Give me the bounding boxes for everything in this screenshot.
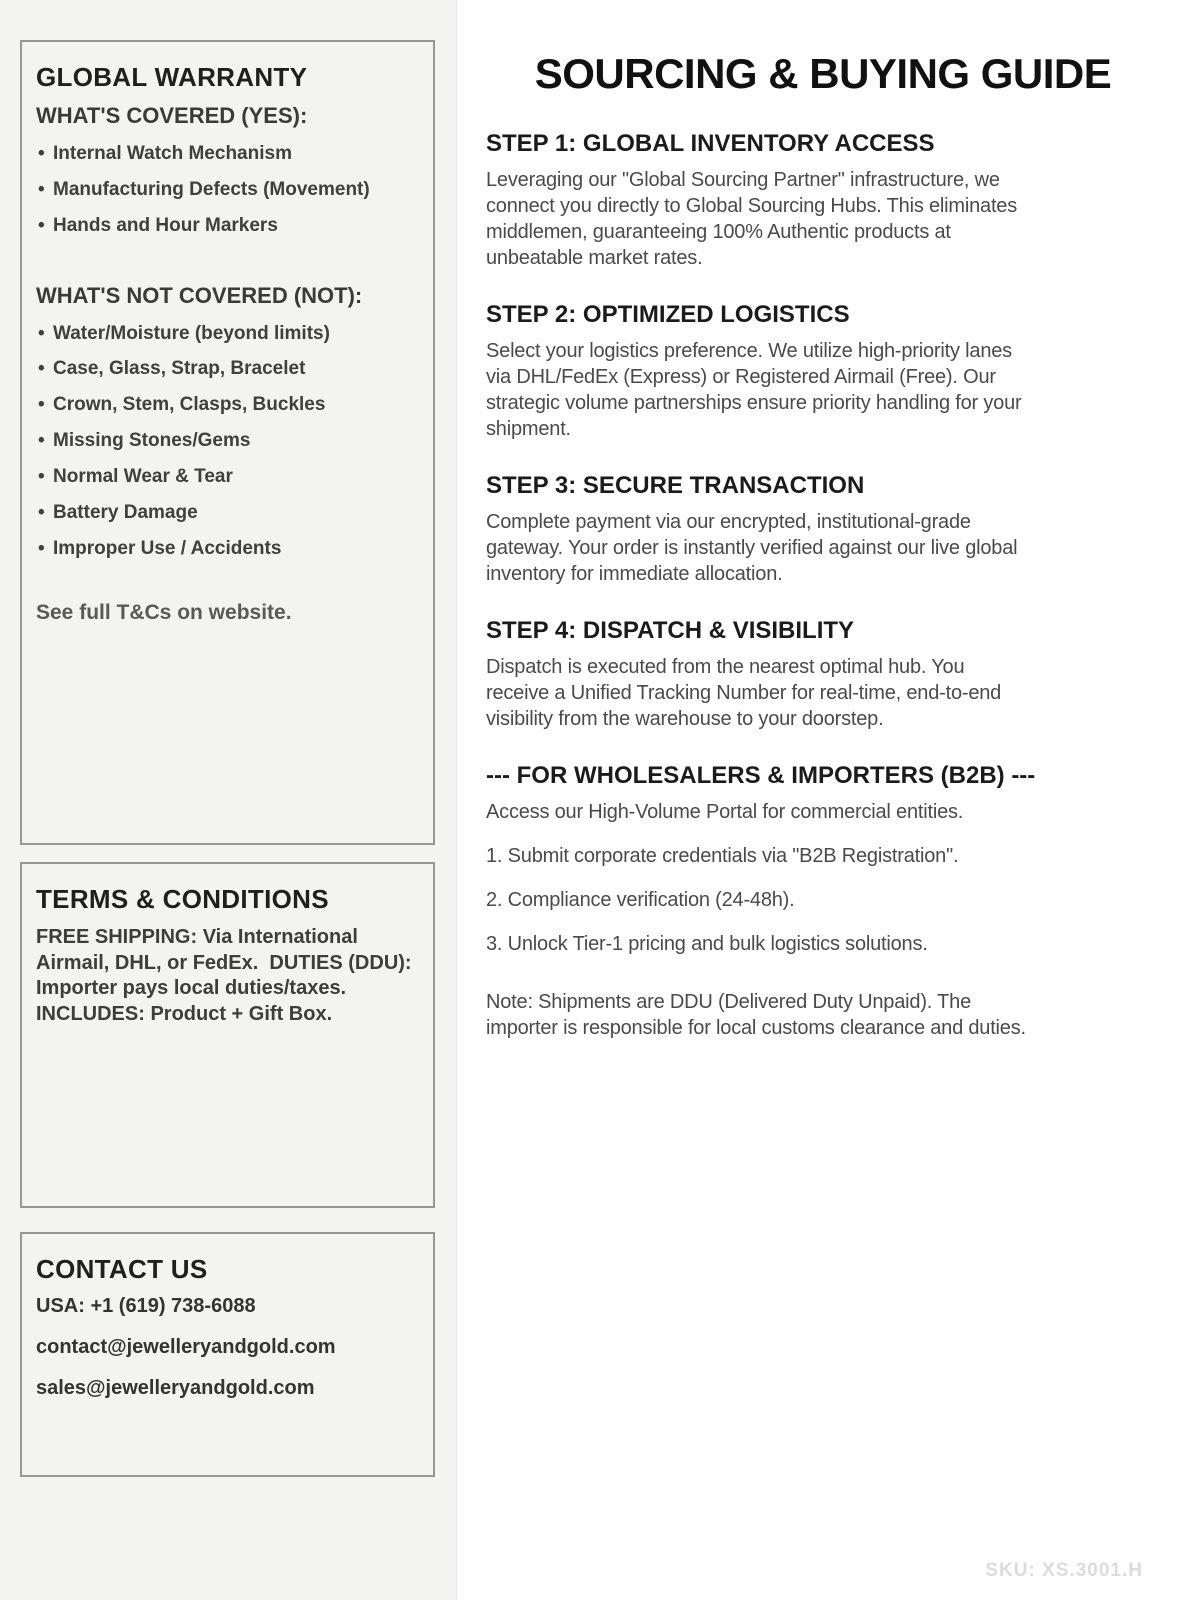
list-item: • Battery Damage — [36, 502, 417, 524]
step-3-body: Complete payment via our encrypted, institutional-grade gateway. Your order is instantly verified against our live global inventory for immediate allocation. — [486, 511, 1018, 585]
info-sidebar — [0, 0, 457, 1600]
terms-conditions-panel — [20, 862, 435, 1208]
global-warranty-panel — [20, 40, 435, 845]
step-2-section — [486, 301, 1160, 442]
list-item: • Case, Glass, Strap, Bracelet — [36, 358, 417, 380]
list-item: • Manufacturing Defects (Movement) — [36, 179, 417, 201]
step-1-heading: STEP 1: GLOBAL INVENTORY ACCESS — [486, 130, 935, 157]
sku-label: SKU: XS.3001.H — [985, 1560, 1143, 1581]
step-4-section — [486, 617, 1160, 732]
step-2-heading: STEP 2: OPTIMIZED LOGISTICS — [486, 301, 850, 328]
page-title: SOURCING & BUYING GUIDE — [534, 50, 1112, 97]
list-item: • Water/Moisture (beyond limits) — [36, 323, 417, 345]
step-2-body: Select your logistics preference. We utilize high-priority lanes via DHL/FedEx (Express) or Registered Airmail (Free). Our strategic volume partnerships ensure priority handling for your shipment. — [486, 340, 1022, 440]
warranty-footnote: See full T&Cs on website. — [36, 601, 292, 625]
b2b-note: Note: Shipments are DDU (Delivered Duty Unpaid). The importer is responsible for local customs clearance and duties. — [486, 991, 1026, 1039]
sales-email: sales@jewelleryandgold.com — [36, 1377, 315, 1399]
not-covered-list — [36, 323, 417, 560]
step-4-body: Dispatch is executed from the nearest optimal hub. You receive a Unified Tracking Number for real-time, end-to-end visibility from the warehouse to your doorstep. — [486, 656, 1002, 730]
terms-title: TERMS & CONDITIONS — [36, 884, 329, 914]
covered-list — [36, 143, 417, 237]
contact-title: CONTACT US — [36, 1254, 208, 1284]
list-item: • Hands and Hour Markers — [36, 215, 417, 237]
list-item: • Internal Watch Mechanism — [36, 143, 417, 165]
list-item: • Crown, Stem, Clasps, Buckles — [36, 394, 417, 416]
list-item: • Improper Use / Accidents — [36, 538, 417, 560]
contact-us-panel — [20, 1232, 435, 1477]
not-covered-label: WHAT'S NOT COVERED (NOT): — [36, 282, 363, 308]
step-4-heading: STEP 4: DISPATCH & VISIBILITY — [486, 617, 855, 644]
list-item: • Missing Stones/Gems — [36, 430, 417, 452]
step-3-section — [486, 472, 1160, 587]
b2b-item-2: 2. Compliance verification (24-48h). — [486, 889, 795, 911]
covered-label: WHAT'S COVERED (YES): — [36, 103, 308, 128]
step-1-body: Leveraging our "Global Sourcing Partner" infrastructure, we connect you directly to Global Sourcing Hubs. This eliminates middlemen, guaranteeing 100% Authentic products at unbeatable market rates. — [486, 169, 1018, 269]
list-item: • Normal Wear & Tear — [36, 466, 417, 488]
b2b-item-3: 3. Unlock Tier-1 pricing and bulk logistics solutions. — [486, 933, 928, 955]
b2b-item-1: 1. Submit corporate credentials via "B2B Registration". — [486, 845, 959, 867]
sourcing-guide-main — [457, 0, 1200, 1600]
step-3-heading: STEP 3: SECURE TRANSACTION — [486, 472, 865, 499]
contact-phone: USA: +1 (619) 738-6088 — [36, 1295, 256, 1317]
b2b-heading: --- FOR WHOLESALERS & IMPORTERS (B2B) --- — [486, 762, 1036, 789]
b2b-section — [486, 762, 1160, 1041]
b2b-intro: Access our High-Volume Portal for commercial entities. — [486, 801, 964, 823]
warranty-title: GLOBAL WARRANTY — [36, 62, 308, 92]
step-1-section — [486, 130, 1160, 271]
terms-body: FREE SHIPPING: Via International Airmail, DHL, or FedEx. DUTIES (DDU): Importer pays local duties/taxes. INCLUDES: Product + Gift Box. — [36, 926, 418, 1025]
contact-email: contact@jewelleryandgold.com — [36, 1336, 336, 1358]
